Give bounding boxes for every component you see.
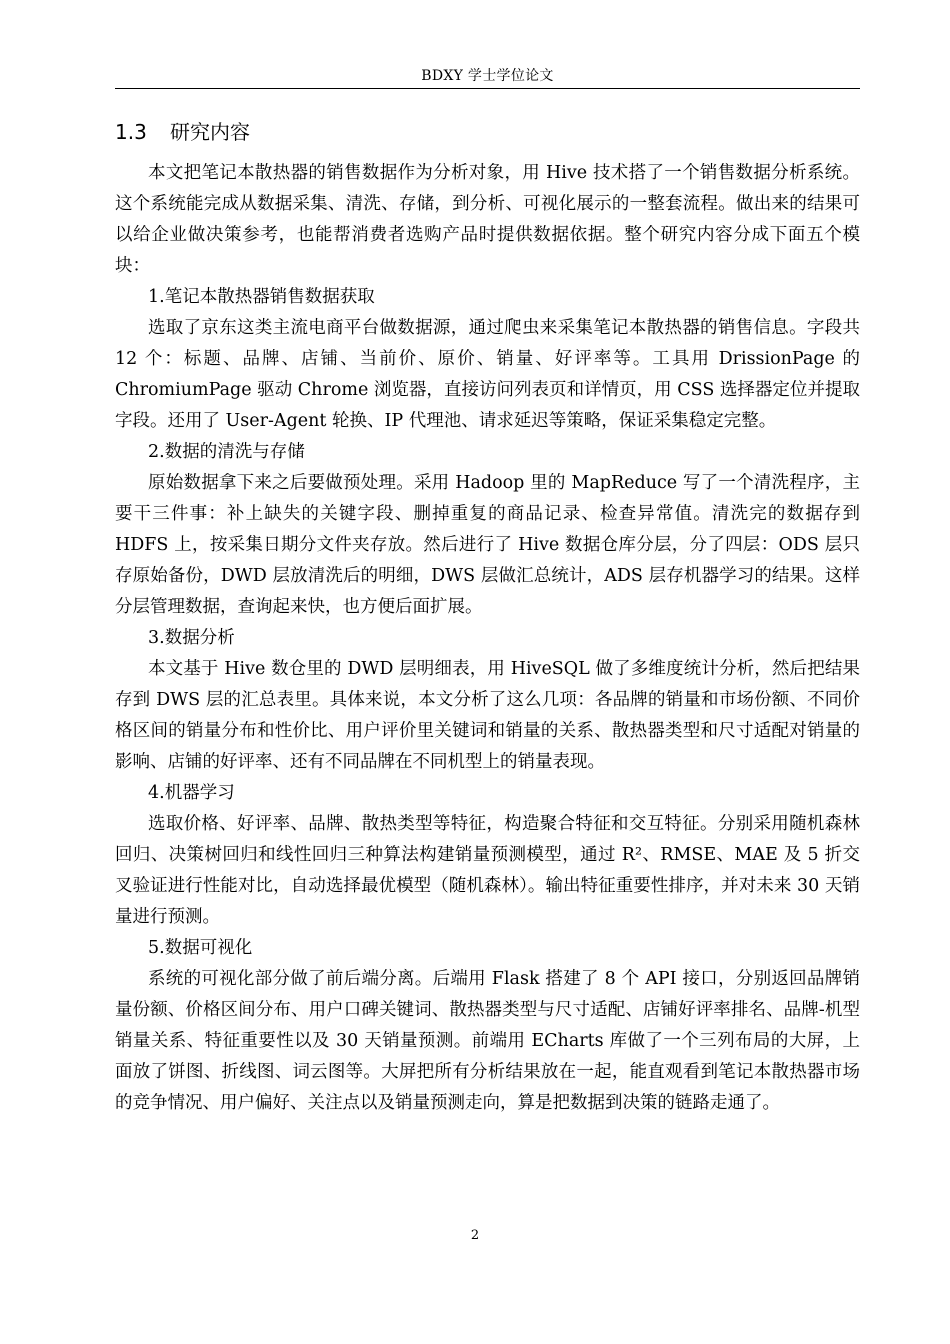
module-heading-5: 5.数据可视化 — [148, 938, 253, 958]
intro-paragraph: 本文把笔记本散热器的销售数据作为分析对象，用 Hive 技术搭了一个销售数据分析系统。这个系统能完成从数据采集、清洗、存储，到分析、可视化展示的一整套流程。做出来的结果可以给企业做决策参考，也能帮消费者选购产品时提供数据依据。整个研究内容分成下面五个模块： — [115, 163, 860, 276]
header-rule — [115, 88, 860, 89]
module-heading-1: 1.笔记本散热器销售数据获取 — [148, 287, 375, 307]
section-title: 研究内容 — [170, 120, 250, 144]
section-number: 1.3 — [115, 120, 147, 144]
module-paragraph-5: 系统的可视化部分做了前后端分离。后端用 Flask 搭建了 8 个 API 接口，分别返回品牌销量份额、价格区间分布、用户口碑关键词、散热器类型与尺寸适配、店铺好评率排名、品牌-机型销量关系、特征重要性以及 30 天销量预测。前端用 ECharts 库做了一个三列布局的大屏，上面放了饼图、折线图、词云图等。大屏把所有分析结果放在一起，能直观看到笔记本散热器市场的竞争情况、用户偏好、关注点以及销量预测走向，算是把数据到决策的链路走通了。 — [115, 969, 860, 1113]
module-paragraph-4: 选取价格、好评率、品牌、散热类型等特征，构造聚合特征和交互特征。分别采用随机森林回归、决策树回归和线性回归三种算法构建销量预测模型，通过 R²、RMSE、MAE 及 5 折交叉验证进行性能对比，自动选择最优模型（随机森林）。输出特征重要性排序，并对未来 30 天销量进行预测。 — [115, 814, 860, 927]
module-paragraph-2: 原始数据拿下来之后要做预处理。采用 Hadoop 里的 MapReduce 写了一个清洗程序，主要干三件事：补上缺失的关键字段、删掉重复的商品记录、检查异常值。清洗完的数据存到 HDFS 上，按采集日期分文件夹存放。然后进行了 Hive 数据仓库分层，分了四层：ODS 层只存原始备份，DWD 层放清洗后的明细，DWS 层做汇总统计，ADS 层存机器学习的结果。这样分层管理数据，查询起来快，也方便后面扩展。 — [115, 473, 860, 617]
body-text — [115, 158, 860, 1119]
module-heading-2: 2.数据的清洗与存储 — [148, 442, 305, 462]
module-paragraph-3: 本文基于 Hive 数仓里的 DWD 层明细表，用 HiveSQL 做了多维度统计分析，然后把结果存到 DWS 层的汇总表里。具体来说，本文分析了这么几项：各品牌的销量和市场份额、不同价格区间的销量分布和性价比、用户评价里关键词和销量的关系、散热器类型和尺寸适配对销量的影响、店铺的好评率、还有不同品牌在不同机型上的销量表现。 — [115, 659, 860, 772]
running-header: BDXY 学士学位论文 — [421, 68, 554, 84]
module-heading-4: 4.机器学习 — [148, 783, 235, 803]
page-number: 2 — [470, 1228, 480, 1243]
module-paragraph-1: 选取了京东这类主流电商平台做数据源，通过爬虫来采集笔记本散热器的销售信息。字段共 12 个：标题、品牌、店铺、当前价、原价、销量、好评率等。工具用 DrissionPage 的 ChromiumPage 驱动 Chrome 浏览器，直接访问列表页和详情页，用 CSS 选择器定位并提取字段。还用了 User-Agent 轮换、IP 代理池、请求延迟等策略，保证采集稳定完整。 — [115, 318, 860, 431]
module-heading-3: 3.数据分析 — [148, 628, 235, 648]
section-heading — [115, 118, 250, 146]
